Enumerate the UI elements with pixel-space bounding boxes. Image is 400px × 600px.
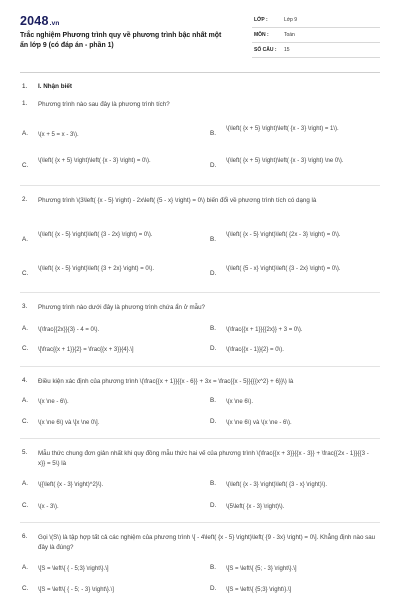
option-text: \[S = \left\{ {5; - 3} \right\}.\] (226, 566, 297, 572)
option-letter: B. (210, 480, 216, 487)
question-number: 4. (22, 377, 28, 384)
option-letter: C. (22, 162, 29, 169)
meta-value: Lớp 9 (284, 17, 298, 23)
option-text: \[S = \left\{ { - 5;3} \right\}.\] (38, 566, 109, 572)
option-letter: C. (22, 418, 29, 425)
option-text: \(x \ne 6\) và \[x \ne 0\]. (38, 420, 100, 426)
option-letter: C. (22, 585, 29, 592)
option-text: \(\left( {x - 5} \right)\left( {2x - 3} \right) = 0\). (226, 232, 341, 238)
section-heading (22, 83, 72, 90)
question-number: 6. (22, 533, 28, 540)
option-letter: D. (210, 345, 217, 352)
option-letter: A. (22, 480, 28, 487)
logo-main: 2048 (20, 14, 49, 28)
page-header (0, 0, 400, 70)
site-logo[interactable] (20, 14, 60, 28)
option-text: \({\left( {x - 3} \right)^2}\). (38, 482, 104, 488)
meta-label: LỚP : (254, 17, 268, 23)
option-letter: B. (210, 236, 216, 243)
option-text: \(\frac{{x - 1}}{2} = 0\). (226, 347, 284, 353)
option-letter: A. (22, 397, 28, 404)
option-letter: B. (210, 564, 216, 571)
section-title: I. Nhận biết (38, 83, 72, 90)
option-letter: A. (22, 130, 28, 137)
option-text: \(5\left( {x - 3} \right)\). (226, 504, 285, 510)
question-divider (20, 438, 380, 439)
option-letter: A. (22, 564, 28, 571)
question-number: 1. (22, 100, 28, 107)
question-text: Mẫu thức chung đơn giản nhất khi quy đồng mẫu thức hai vế của phương trình \(\frac{{x + 3}}{{x - 3}} + \frac{{2x - 1}}{{3 - x}} = 5\) là (38, 450, 369, 467)
option-letter: A. (22, 325, 28, 332)
option-text: \(x + 5 = x - 3\). (38, 132, 79, 138)
question-divider (20, 366, 380, 367)
option-text: \(x - 3\). (38, 504, 59, 510)
option-letter: B. (210, 397, 216, 404)
option-letter: D. (210, 418, 217, 425)
option-text: \[S = \left\{ {5;3} \right\}.\] (226, 587, 292, 593)
question-text: Điều kiện xác định của phương trình \(\frac{{x + 1}}{{x - 6}} + 3x = \frac{{x - 5}}{{{x^2} + 6}}\) là (38, 378, 294, 385)
meta-row-class (252, 13, 380, 28)
option-text: \(x \ne 6\) và \(x \ne - 6\). (226, 420, 292, 426)
option-text: \[\frac{{x + 1}}{2} = \frac{{x + 3}}{4}.\] (38, 347, 134, 353)
question-divider (20, 185, 380, 186)
question-number: 3. (22, 303, 28, 310)
meta-value: Toán (284, 32, 295, 38)
option-letter: C. (22, 270, 29, 277)
question-number: 2. (22, 196, 28, 203)
question-text: Phương trình \(3\left( {x - 5} \right) - 2x\left( {5 - x} \right) = 0\) biến đổi về phương trình tích có dạng là (38, 197, 317, 204)
meta-row-count (252, 43, 380, 58)
question-text: Phương trình nào dưới đây là phương trình chứa ẩn ở mẫu? (38, 304, 205, 311)
option-text: \(x \ne - 6\). (38, 399, 69, 405)
document-title: Trắc nghiệm Phương trình quy về phương trình bậc nhất một ẩn lớp 9 (có đáp án - phần 1) (20, 32, 222, 49)
meta-label: SỐ CÂU : (254, 47, 277, 53)
meta-row-subject (252, 28, 380, 43)
meta-table (252, 13, 380, 58)
option-letter: C. (22, 502, 29, 509)
option-letter: D. (210, 162, 217, 169)
option-text: \(\left( {5 - x} \right)\left( {3 - 2x} \right) = 0\). (226, 266, 341, 272)
meta-value: 15 (284, 47, 290, 53)
option-text: \(\left( {x + 5} \right)\left( {x - 3} \right) = 1\). (226, 126, 339, 132)
option-text: \(\left( {x + 5} \right)\left( {x - 3} \right) \ne 0\). (226, 158, 344, 164)
question-text: Phương trình nào sau đây là phương trình tích? (38, 101, 170, 108)
option-letter: B. (210, 325, 216, 332)
option-letter: D. (210, 585, 217, 592)
option-text: \(\left( {x - 5} \right)\left( {3 + 2x} \right) = 0\). (38, 266, 155, 272)
question-divider (20, 292, 380, 293)
question-divider (20, 522, 380, 523)
header-divider (20, 72, 380, 73)
section-number: 1. (22, 83, 28, 90)
option-text: \(\frac{{x + 1}}{{2x}} + 3 = 0\). (226, 327, 303, 333)
option-letter: B. (210, 130, 216, 137)
question-text: Gọi \(S\) là tập hợp tất cả các nghiệm của phương trình \[ - 4\left( {x - 5} \right)\left( {9 - 3x} \right) = 0\]. Khẳng định nào sau đây là đúng? (38, 534, 376, 551)
option-text: \[S = \left\{ { - 5; - 3} \right\}.\] (38, 587, 114, 593)
meta-label: MÔN : (254, 32, 269, 38)
option-text: \(\left( {x + 5} \right)\left( {x - 3} \right) = 0\). (38, 158, 151, 164)
option-letter: D. (210, 502, 217, 509)
option-text: \(x \ne 6\). (226, 399, 254, 405)
option-text: \(\left( {x - 5} \right)\left( {3 - 2x} \right) = 0\). (38, 232, 153, 238)
option-text: \(\frac{{2x}}{3} - 4 = 0\). (38, 327, 100, 333)
option-text: \(\left( {x - 3} \right)\left( {3 - x} \right)\). (226, 482, 328, 488)
question-number: 5. (22, 449, 28, 456)
option-letter: C. (22, 345, 29, 352)
logo-suffix: .vn (49, 20, 60, 27)
option-letter: D. (210, 270, 217, 277)
option-letter: A. (22, 236, 28, 243)
